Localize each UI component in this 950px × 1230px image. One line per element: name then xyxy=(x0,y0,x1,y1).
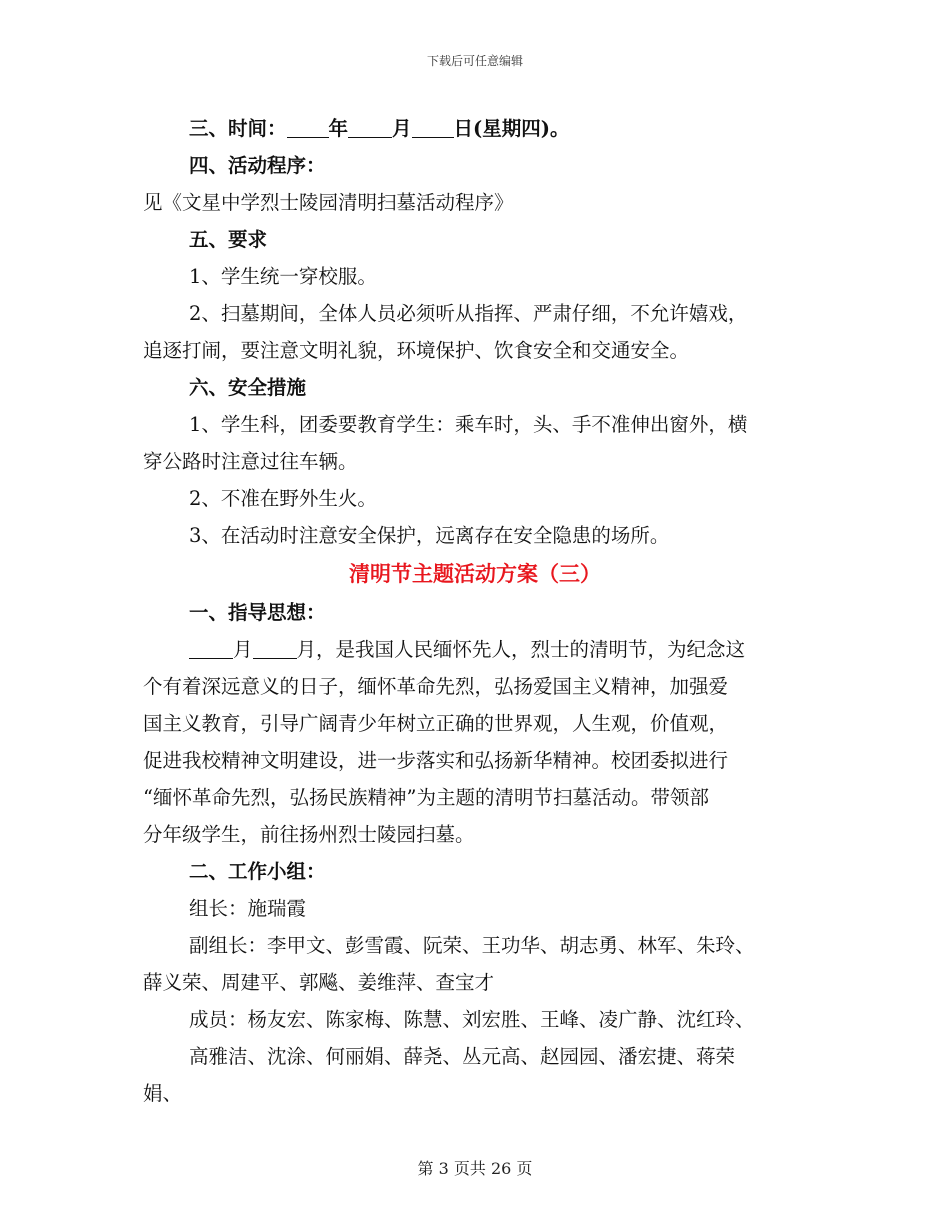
paragraph-line: 个有着深远意义的日子，缅怀革命先烈，弘扬爱国主义精神，加强爱 xyxy=(143,675,729,698)
leader-line: 组长：施瑞霞 xyxy=(189,897,307,920)
section-heading: 五、要求 xyxy=(189,228,268,251)
plan-title: 清明节主题活动方案（三） xyxy=(349,561,601,586)
list-item: 1、学生统一穿校服。 xyxy=(189,265,377,288)
time-label: 三、时间： xyxy=(189,117,287,140)
list-item: 2、扫墓期间，全体人员必须听从指挥、严肃仔细，不允许嬉戏， xyxy=(189,302,748,325)
month-blank xyxy=(348,117,392,138)
paragraph-line: 追逐打闹，要注意文明礼貌，环境保护、饮食安全和交通安全。 xyxy=(143,339,690,362)
month-label: 月 xyxy=(392,117,412,140)
section-heading: 一、指导思想： xyxy=(189,601,326,624)
section-heading: 四、活动程序： xyxy=(189,154,326,177)
paragraph-line: 见《文星中学烈士陵园清明扫墓活动程序》 xyxy=(143,191,514,214)
month-blank xyxy=(189,638,233,659)
members-line: 成员：杨友宏、陈家梅、陈慧、刘宏胜、王峰、凌广静、沈红玲、 xyxy=(189,1008,755,1031)
paragraph-line: 国主义教育，引导广阔青少年树立正确的世界观，人生观，价值观， xyxy=(143,712,729,735)
paragraph-line: 娟、 xyxy=(143,1082,183,1105)
year-label: 年 xyxy=(328,117,349,140)
page-header: 下载后可任意编辑 xyxy=(426,54,523,68)
paragraph-line: “缅怀革命先烈，弘扬民族精神”为主题的清明节扫墓活动。带领部 xyxy=(143,786,709,809)
day-label: 日(星期四)。 xyxy=(453,117,570,140)
page-footer: 第 3 页共 26 页 xyxy=(417,1159,533,1178)
paragraph-line: 薛义荣、周建平、郭飚、姜维萍、查宝才 xyxy=(143,971,495,994)
members-line: 高雅洁、沈涂、何丽娟、薛尧、丛元高、赵园园、潘宏捷、蒋荣 xyxy=(189,1045,736,1068)
paragraph-line: 穿公路时注意过往车辆。 xyxy=(143,450,358,473)
document-body xyxy=(143,110,807,1112)
day-blank xyxy=(412,117,454,138)
deputy-line: 副组长：李甲文、彭雪霞、阮荣、王功华、胡志勇、林军、朱玲、 xyxy=(189,934,755,957)
paragraph-line: 促进我校精神文明建设，进一步落实和弘扬新华精神。校团委拟进行 xyxy=(143,749,729,772)
paragraph-line: 分年级学生，前往扬州烈士陵园扫墓。 xyxy=(143,823,475,846)
section-heading: 二、工作小组： xyxy=(189,860,326,883)
year-blank xyxy=(287,117,329,138)
month-label: 月 xyxy=(233,638,253,661)
section-heading: 六、安全措施 xyxy=(189,376,307,399)
paragraph-text: 月，是我国人民缅怀先人，烈士的清明节，为纪念这 xyxy=(296,638,746,661)
month-blank xyxy=(253,638,297,659)
paragraph-line xyxy=(143,631,807,668)
list-item: 2、不准在野外生火。 xyxy=(189,487,377,510)
list-item: 1、学生科，团委要教育学生：乘车时，头、手不准伸出窗外，横 xyxy=(189,413,748,436)
list-item: 3、在活动时注意安全保护，远离存在安全隐患的场所。 xyxy=(189,524,670,547)
time-line xyxy=(143,110,807,147)
